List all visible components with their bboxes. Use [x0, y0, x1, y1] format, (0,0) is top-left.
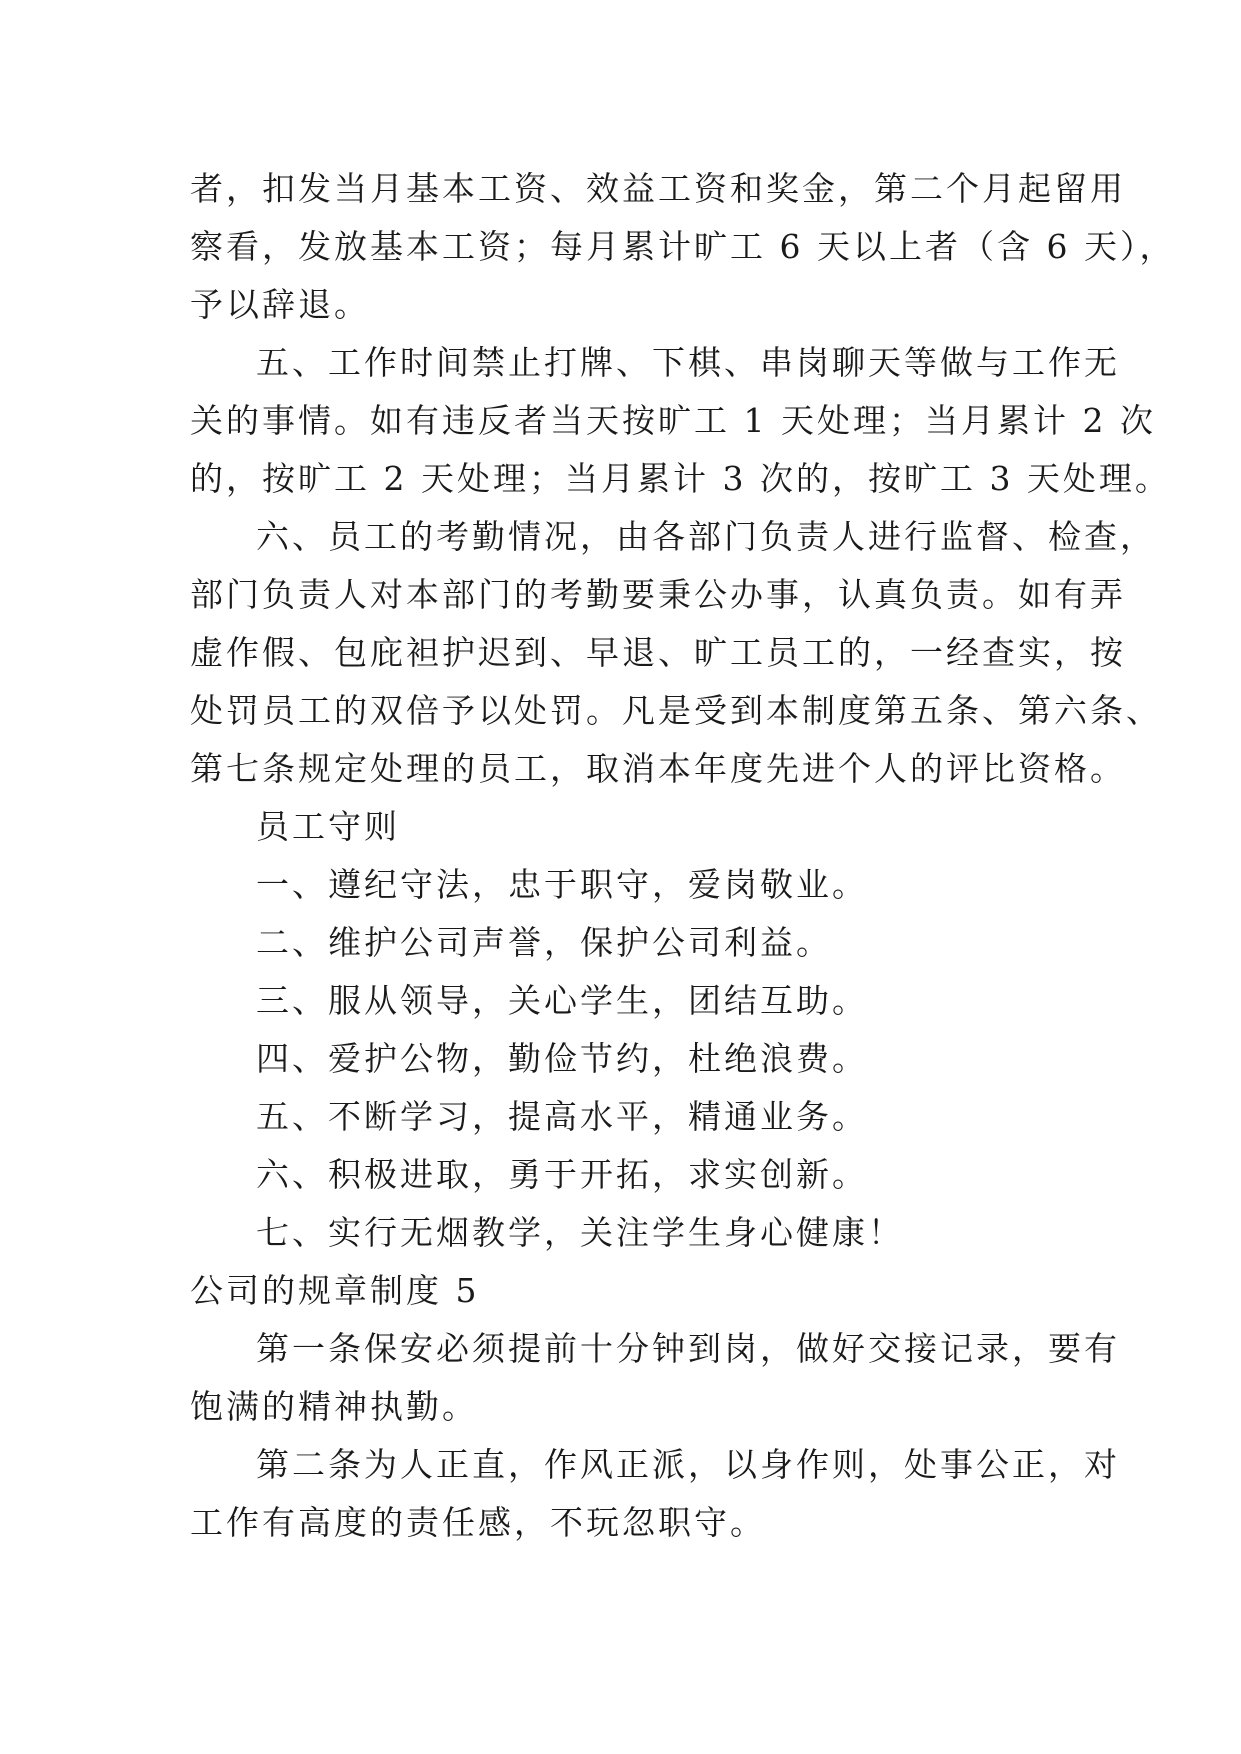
- text-line: 予以辞退。: [190, 285, 370, 324]
- list-item: 五、不断学习，提高水平，精通业务。: [256, 1097, 868, 1136]
- text-line: 察看，发放基本工资；每月累计旷工 6 天以上者（含 6 天），: [190, 227, 1176, 266]
- list-item: 一、遵纪守法，忠于职守，爱岗敬业。: [256, 865, 868, 904]
- list-item: 三、服从领导，关心学生，团结互助。: [256, 981, 868, 1020]
- text-line: 工作有高度的责任感，不玩忽职守。: [190, 1503, 766, 1542]
- list-item: 四、爱护公物，勤俭节约，杜绝浪费。: [256, 1039, 868, 1078]
- list-item: 七、实行无烟教学，关注学生身心健康！: [256, 1213, 904, 1252]
- text-line: 的，按旷工 2 天处理；当月累计 3 次的，按旷工 3 天处理。: [190, 459, 1171, 498]
- section-heading: 员工守则: [256, 807, 400, 846]
- text-line: 第一条保安必须提前十分钟到岗，做好交接记录，要有: [256, 1329, 1120, 1368]
- text-line: 饱满的精神执勤。: [190, 1387, 478, 1426]
- text-line: 者，扣发当月基本工资、效益工资和奖金，第二个月起留用: [190, 169, 1126, 208]
- text-line: 虚作假、包庇袒护迟到、早退、旷工员工的，一经查实，按: [190, 633, 1126, 672]
- text-line: 六、员工的考勤情况，由各部门负责人进行监督、检查，: [256, 517, 1156, 556]
- section-title: 公司的规章制度 5: [190, 1271, 480, 1310]
- list-item: 二、维护公司声誉，保护公司利益。: [256, 923, 832, 962]
- document-body: [190, 160, 1176, 1552]
- text-line: 第二条为人正直，作风正派，以身作则，处事公正，对: [256, 1445, 1120, 1484]
- text-line: 第七条规定处理的员工，取消本年度先进个人的评比资格。: [190, 749, 1126, 788]
- list-item: 六、积极进取，勇于开拓，求实创新。: [256, 1155, 868, 1194]
- text-line: 关的事情。如有违反者当天按旷工 1 天处理；当月累计 2 次: [190, 401, 1156, 440]
- text-line: 部门负责人对本部门的考勤要秉公办事，认真负责。如有弄: [190, 575, 1126, 614]
- text-line: 五、工作时间禁止打牌、下棋、串岗聊天等做与工作无: [256, 343, 1120, 382]
- text-line: 处罚员工的双倍予以处罚。凡是受到本制度第五条、第六条、: [190, 691, 1162, 730]
